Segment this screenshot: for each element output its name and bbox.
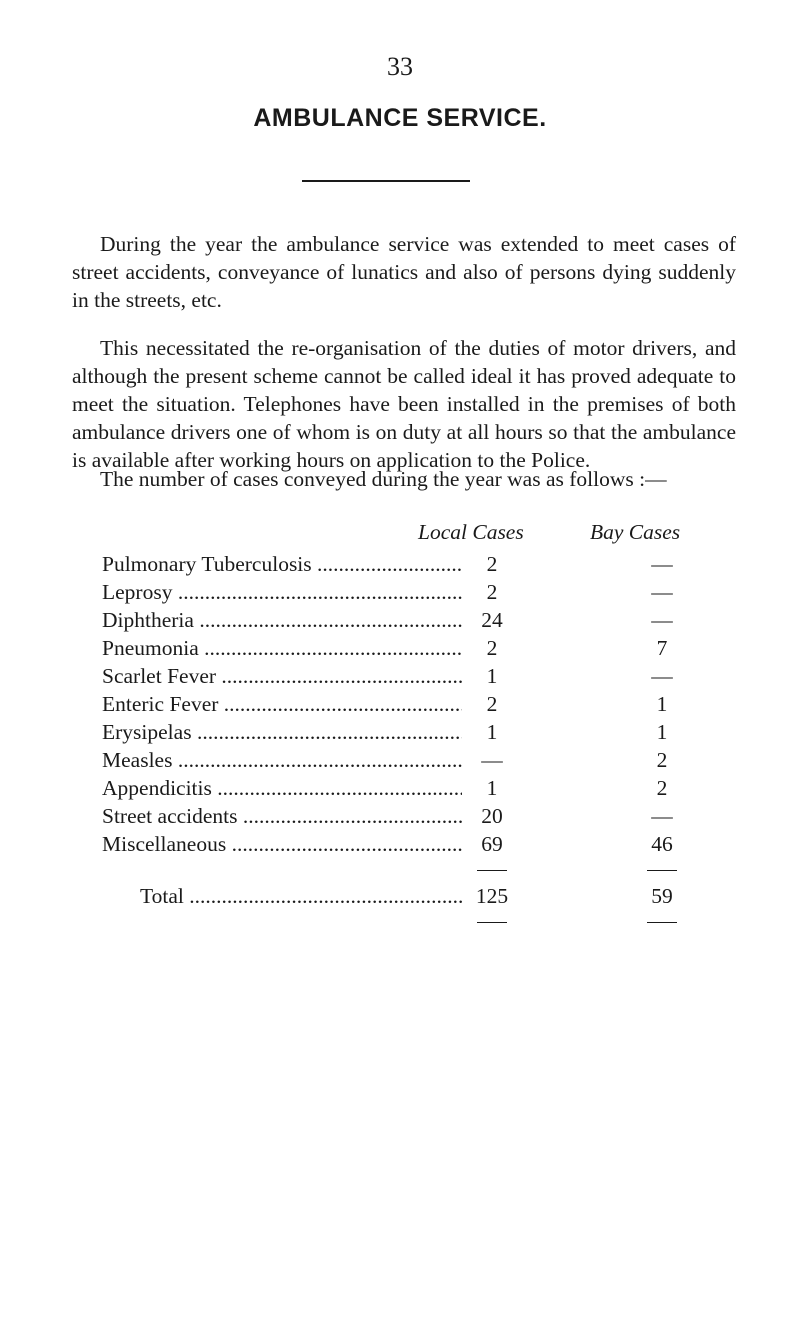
sum-rule-local	[477, 922, 507, 923]
table-row	[72, 718, 752, 746]
table-row	[72, 662, 752, 690]
row-label: Erysipelas .....	[102, 718, 462, 746]
row-local-value: 2	[462, 634, 522, 662]
header-local-cases: Local Cases	[418, 520, 524, 544]
row-label: Appendicitis .....	[102, 774, 462, 802]
total-label: Total .....	[140, 882, 462, 910]
header-bay-cases: Bay Cases	[590, 520, 681, 544]
title-divider	[302, 180, 470, 182]
sum-rule-bay	[647, 870, 677, 871]
table-row	[72, 634, 752, 662]
sum-rule-bay	[647, 922, 677, 923]
row-local-value: 1	[462, 774, 522, 802]
total-bay-value: 59	[651, 884, 673, 908]
table-row	[72, 606, 752, 634]
table-row	[72, 774, 752, 802]
paragraph-1: During the year the ambulance service was extended to meet cases of street accidents, conveyance of lunatics and also of persons dying suddenly in the streets, etc.	[72, 232, 736, 312]
row-bay-value: 1	[656, 692, 668, 716]
row-bay-value: 7	[656, 636, 668, 660]
row-label: Pneumonia .....	[102, 634, 462, 662]
row-local-value: 20	[462, 802, 522, 830]
row-local-value: 2	[462, 578, 522, 606]
cases-table	[72, 520, 752, 934]
row-label: Scarlet Fever .....	[102, 662, 462, 690]
sum-rule-bottom	[72, 910, 752, 934]
sum-rule-local	[477, 870, 507, 871]
row-bay-value: —	[651, 580, 673, 604]
page-number: 33	[387, 52, 413, 81]
row-label: Pulmonary Tuberculosis .....	[102, 550, 462, 578]
row-bay-value: 2	[656, 776, 668, 800]
row-bay-value: —	[651, 552, 673, 576]
row-local-value: 69	[462, 830, 522, 858]
table-row	[72, 802, 752, 830]
total-row	[72, 882, 752, 910]
row-local-value: 24	[462, 606, 522, 634]
table-row	[72, 550, 752, 578]
paragraph-2: This necessitated the re-organisation of the duties of motor drivers, and although the present scheme cannot be called ideal it has proved adequate to meet the situation. Telephones have been installed in the premises of both ambulance drivers one of whom is on duty at all hours so that the ambulance is available after working hours on application to the Police.	[72, 336, 736, 472]
row-bay-value: 46	[651, 832, 673, 856]
row-local-value: 2	[462, 550, 522, 578]
table-row	[72, 690, 752, 718]
paragraph-3: The number of cases conveyed during the year was as follows :—	[100, 467, 667, 491]
row-bay-value: —	[651, 608, 673, 632]
row-bay-value: 2	[656, 748, 668, 772]
row-bay-value: 1	[656, 720, 668, 744]
row-label: Street accidents .....	[102, 802, 462, 830]
row-label: Diphtheria .....	[102, 606, 462, 634]
table-header	[72, 520, 752, 550]
row-bay-value: —	[651, 664, 673, 688]
row-local-value: 2	[462, 690, 522, 718]
page-title: AMBULANCE SERVICE.	[253, 104, 547, 132]
table-row	[72, 746, 752, 774]
table-row	[72, 830, 752, 858]
row-local-value: —	[462, 746, 522, 774]
row-label: Enteric Fever .....	[102, 690, 462, 718]
row-local-value: 1	[462, 662, 522, 690]
row-local-value: 1	[462, 718, 522, 746]
row-label: Measles .....	[102, 746, 462, 774]
row-label: Miscellaneous .....	[102, 830, 462, 858]
row-label: Leprosy .....	[102, 578, 462, 606]
total-local-value: 125	[462, 882, 522, 910]
sum-rule-top	[72, 858, 752, 882]
table-row	[72, 578, 752, 606]
row-bay-value: —	[651, 804, 673, 828]
